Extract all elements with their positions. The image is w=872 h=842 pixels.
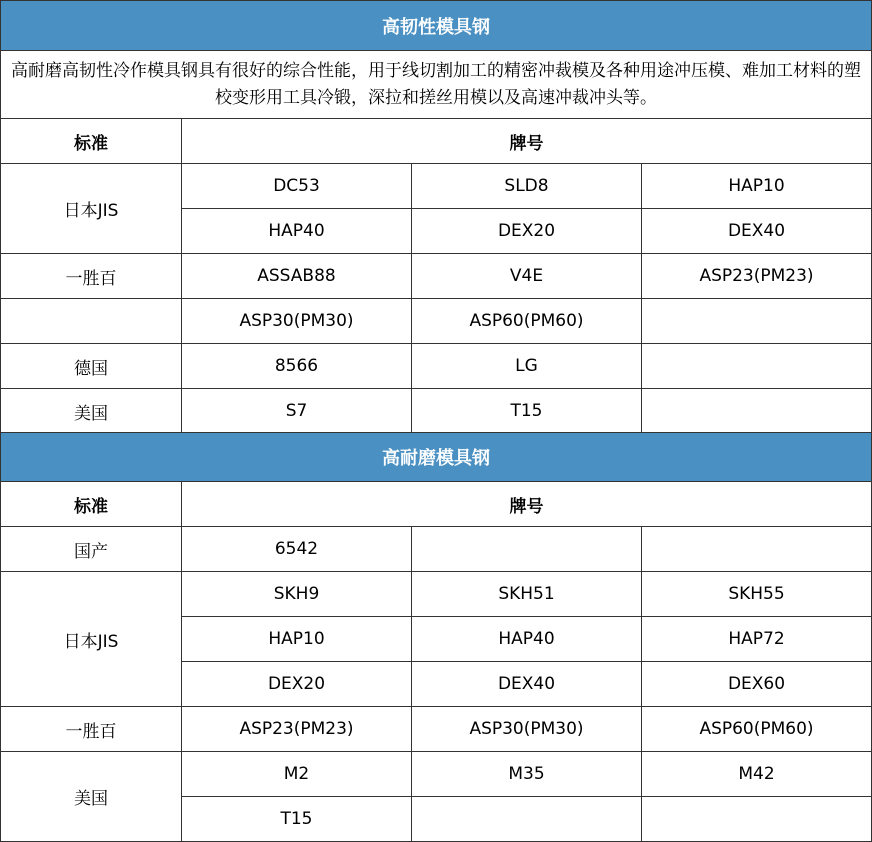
grade-cell: HAP40 bbox=[182, 209, 412, 254]
standard-cell: 美国 bbox=[1, 752, 182, 842]
grade-cell: T15 bbox=[182, 797, 412, 842]
table-row bbox=[1, 254, 872, 299]
table-row bbox=[1, 164, 872, 209]
grade-cell: DEX40 bbox=[412, 662, 642, 707]
column-header-row bbox=[1, 119, 872, 164]
grade-cell: ASP60(PM60) bbox=[642, 707, 872, 752]
grade-cell: SKH51 bbox=[412, 572, 642, 617]
table-row bbox=[1, 344, 872, 389]
grade-cell: 8566 bbox=[182, 344, 412, 389]
header-grade: 牌号 bbox=[182, 119, 872, 164]
table-row bbox=[1, 752, 872, 797]
grade-cell: DEX20 bbox=[412, 209, 642, 254]
standard-cell: 日本JIS bbox=[1, 164, 182, 254]
grade-cell: M2 bbox=[182, 752, 412, 797]
description-row bbox=[1, 51, 872, 119]
section-title-row bbox=[1, 433, 872, 482]
standard-cell bbox=[1, 299, 182, 344]
standard-cell: 一胜百 bbox=[1, 254, 182, 299]
grade-cell: DEX60 bbox=[642, 662, 872, 707]
section-title: 高耐磨模具钢 bbox=[1, 433, 872, 482]
table-row bbox=[1, 299, 872, 344]
grade-cell: ASSAB88 bbox=[182, 254, 412, 299]
grade-cell: V4E bbox=[412, 254, 642, 299]
table-row bbox=[1, 572, 872, 617]
table-row bbox=[1, 389, 872, 434]
grade-cell: SKH55 bbox=[642, 572, 872, 617]
grade-cell bbox=[412, 527, 642, 572]
section-description: 高耐磨高韧性冷作模具钢具有很好的综合性能，用于线切割加工的精密冲裁模及各种用途冲压模、难加工材料的塑校变形用工具冷锻，深拉和搓丝用模以及高速冲裁冲头等。 bbox=[1, 51, 872, 119]
table-row bbox=[1, 527, 872, 572]
standard-cell: 德国 bbox=[1, 344, 182, 389]
grade-cell bbox=[642, 797, 872, 842]
grade-cell bbox=[412, 797, 642, 842]
grade-cell bbox=[642, 527, 872, 572]
grade-cell: M35 bbox=[412, 752, 642, 797]
grade-cell bbox=[642, 344, 872, 389]
grade-cell: ASP23(PM23) bbox=[182, 707, 412, 752]
wear-steel-table bbox=[0, 432, 872, 842]
header-standard: 标准 bbox=[1, 119, 182, 164]
grade-cell: ASP23(PM23) bbox=[642, 254, 872, 299]
grade-cell: ASP30(PM30) bbox=[182, 299, 412, 344]
grade-cell bbox=[642, 389, 872, 434]
grade-cell: DEX40 bbox=[642, 209, 872, 254]
grade-cell: T15 bbox=[412, 389, 642, 434]
grade-cell bbox=[642, 299, 872, 344]
section-title-row bbox=[1, 1, 872, 51]
grade-cell: DC53 bbox=[182, 164, 412, 209]
grade-cell: HAP10 bbox=[642, 164, 872, 209]
grade-cell: 6542 bbox=[182, 527, 412, 572]
grade-cell: SKH9 bbox=[182, 572, 412, 617]
column-header-row bbox=[1, 482, 872, 527]
standard-cell: 日本JIS bbox=[1, 572, 182, 707]
grade-cell: HAP40 bbox=[412, 617, 642, 662]
grade-cell: HAP10 bbox=[182, 617, 412, 662]
grade-cell: LG bbox=[412, 344, 642, 389]
grade-cell: DEX20 bbox=[182, 662, 412, 707]
grade-cell: SLD8 bbox=[412, 164, 642, 209]
standard-cell: 美国 bbox=[1, 389, 182, 434]
grade-cell: S7 bbox=[182, 389, 412, 434]
header-standard: 标准 bbox=[1, 482, 182, 527]
grade-cell: ASP60(PM60) bbox=[412, 299, 642, 344]
table-row bbox=[1, 707, 872, 752]
grade-cell: M42 bbox=[642, 752, 872, 797]
standard-cell: 一胜百 bbox=[1, 707, 182, 752]
grade-cell: HAP72 bbox=[642, 617, 872, 662]
header-grade: 牌号 bbox=[182, 482, 872, 527]
grade-cell: ASP30(PM30) bbox=[412, 707, 642, 752]
standard-cell: 国产 bbox=[1, 527, 182, 572]
section-title: 高韧性模具钢 bbox=[1, 1, 872, 51]
